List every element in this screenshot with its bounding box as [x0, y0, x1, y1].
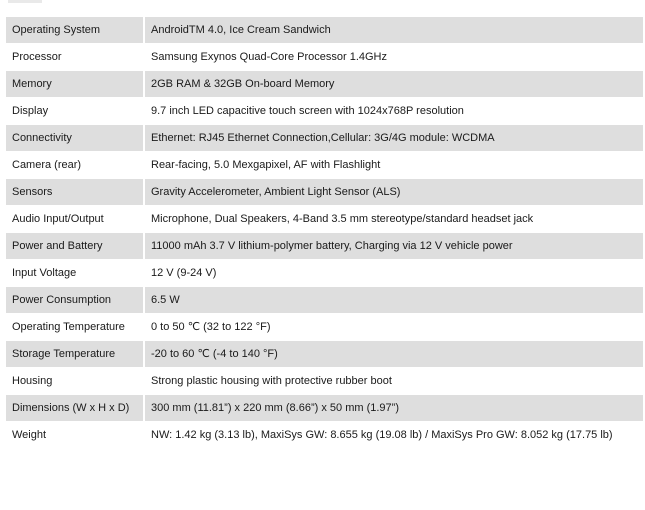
spec-label: Operating System	[6, 17, 145, 44]
spec-label: Dimensions (W x H x D)	[6, 395, 145, 422]
spec-row-weight	[6, 422, 643, 449]
spec-value: 9.7 inch LED capacitive touch screen with 1024x768P resolution	[145, 98, 643, 125]
spec-row-display	[6, 98, 643, 125]
spec-value: -20 to 60 ℃ (-4 to 140 °F)	[145, 341, 643, 368]
spec-value: Gravity Accelerometer, Ambient Light Sensor (ALS)	[145, 179, 643, 206]
top-divider	[8, 0, 42, 3]
spec-label: Power and Battery	[6, 233, 145, 260]
spec-row-connectivity	[6, 125, 643, 152]
spec-row-operating-system	[6, 17, 643, 44]
spec-row-input-voltage	[6, 260, 643, 287]
spec-value: 2GB RAM & 32GB On-board Memory	[145, 71, 643, 98]
spec-value: Rear-facing, 5.0 Mexgapixel, AF with Flashlight	[145, 152, 643, 179]
spec-row-power-battery	[6, 233, 643, 260]
spec-label: Memory	[6, 71, 145, 98]
spec-value: 6.5 W	[145, 287, 643, 314]
specifications-table	[6, 17, 643, 449]
spec-label: Audio Input/Output	[6, 206, 145, 233]
spec-value: 11000 mAh 3.7 V lithium-polymer battery, Charging via 12 V vehicle power	[145, 233, 643, 260]
spec-label: Sensors	[6, 179, 145, 206]
spec-row-dimensions	[6, 395, 643, 422]
spec-value: Strong plastic housing with protective rubber boot	[145, 368, 643, 395]
spec-value: NW: 1.42 kg (3.13 lb), MaxiSys GW: 8.655 kg (19.08 lb) / MaxiSys Pro GW: 8.052 kg (17.75 lb)	[145, 422, 643, 449]
spec-row-housing	[6, 368, 643, 395]
spec-row-sensors	[6, 179, 643, 206]
spec-row-camera	[6, 152, 643, 179]
spec-label: Storage Temperature	[6, 341, 145, 368]
spec-value: 12 V (9-24 V)	[145, 260, 643, 287]
spec-label: Connectivity	[6, 125, 145, 152]
spec-value: Samsung Exynos Quad-Core Processor 1.4GHz	[145, 44, 643, 71]
spec-row-audio	[6, 206, 643, 233]
spec-value: Microphone, Dual Speakers, 4-Band 3.5 mm stereotype/standard headset jack	[145, 206, 643, 233]
spec-value: 300 mm (11.81”) x 220 mm (8.66”) x 50 mm (1.97”)	[145, 395, 643, 422]
spec-label: Display	[6, 98, 145, 125]
spec-label: Input Voltage	[6, 260, 145, 287]
spec-row-processor	[6, 44, 643, 71]
top-strip	[0, 0, 645, 12]
spec-label: Operating Temperature	[6, 314, 145, 341]
spec-value: Ethernet: RJ45 Ethernet Connection,Cellular: 3G/4G module: WCDMA	[145, 125, 643, 152]
spec-label: Weight	[6, 422, 145, 449]
spec-label: Camera (rear)	[6, 152, 145, 179]
spec-row-power-consumption	[6, 287, 643, 314]
spec-value: AndroidTM 4.0, Ice Cream Sandwich	[145, 17, 643, 44]
spec-row-memory	[6, 71, 643, 98]
spec-row-storage-temperature	[6, 341, 643, 368]
spec-row-operating-temperature	[6, 314, 643, 341]
spec-label: Processor	[6, 44, 145, 71]
spec-label: Power Consumption	[6, 287, 145, 314]
spec-label: Housing	[6, 368, 145, 395]
spec-value: 0 to 50 ℃ (32 to 122 °F)	[145, 314, 643, 341]
